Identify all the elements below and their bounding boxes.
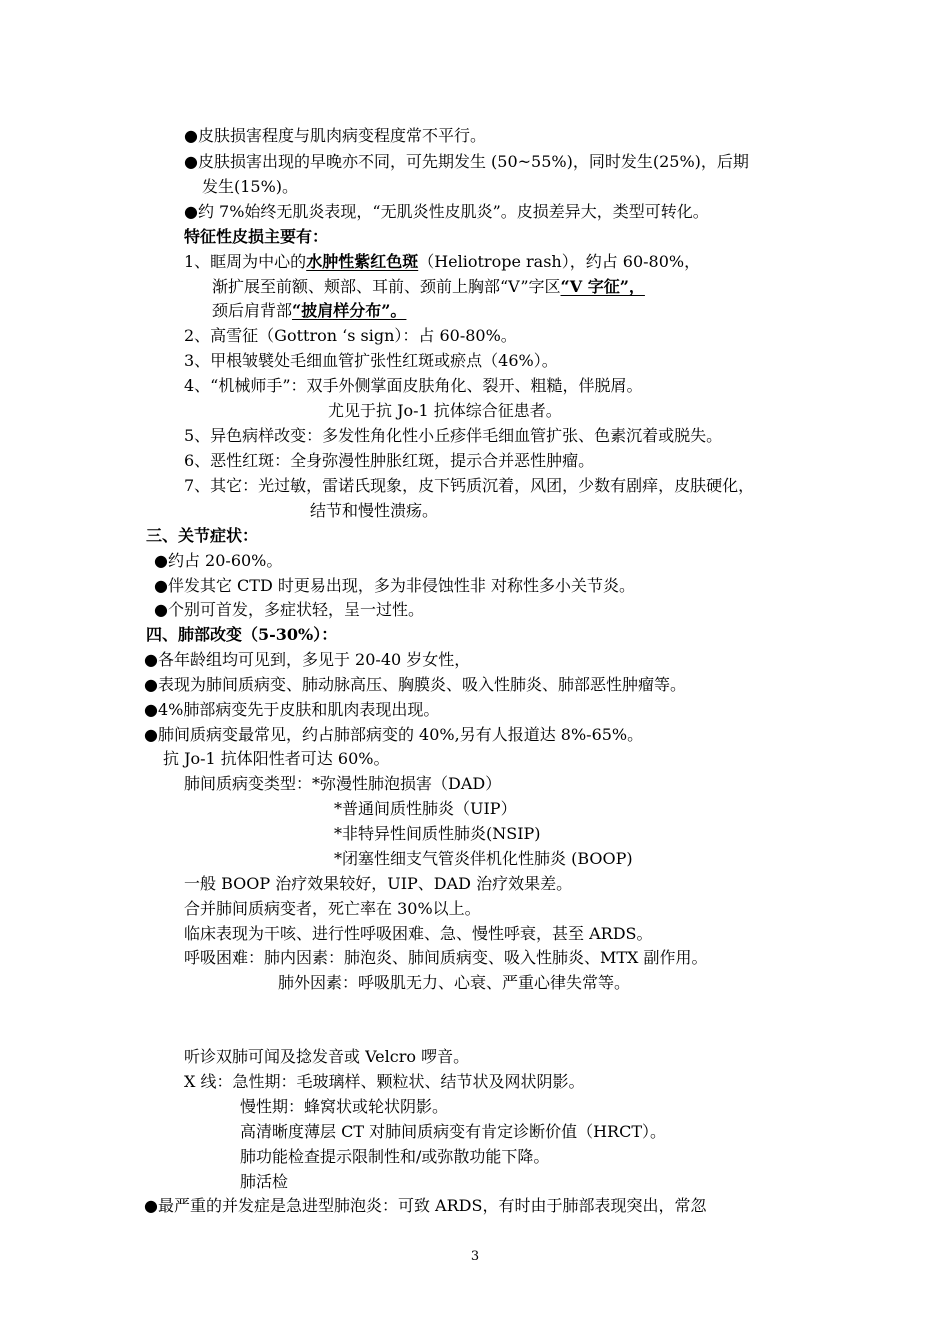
text-line: 尤见于抗 Jo-1 抗体综合征患者。 bbox=[328, 401, 562, 420]
text-line: ●4%肺部病变先于皮肤和肌肉表现出现。 bbox=[144, 700, 440, 719]
text-line: 2、高雪征（Gottron ‘s sign）：占 60-80%。 bbox=[184, 326, 517, 345]
text-line: ●表现为肺间质病变、肺动脉高压、胸膜炎、吸入性肺炎、肺部恶性肿瘤等。 bbox=[144, 675, 686, 694]
section-heading: 四、肺部改变（5-30%）： bbox=[146, 625, 338, 644]
text-line: ●约 7%始终无肌炎表现，“无肌炎性皮肌炎”。皮损差异大，类型可转化。 bbox=[184, 202, 709, 221]
text-line: ●伴发其它 CTD 时更易出现，多为非侵蚀性非 对称性多小关节炎。 bbox=[154, 576, 635, 595]
text-line: 结节和慢性溃疡。 bbox=[310, 501, 439, 520]
text-segment: 1、眶周为中心的 bbox=[184, 252, 307, 271]
section-heading: 三、关节症状： bbox=[146, 526, 259, 545]
text-line: ●皮肤损害出现的早晚亦不同，可先期发生 (50~55%)，同时发生(25%)，后期 bbox=[184, 152, 749, 171]
text-segment: 渐扩展至前额、颊部、耳前、颈前上胸部“V”字区 bbox=[212, 277, 561, 296]
text-line: 肺间质病变类型：*弥漫性肺泡损害（DAD） bbox=[184, 774, 502, 793]
text-line: *闭塞性细支气管炎伴机化性肺炎 (BOOP) bbox=[334, 849, 633, 868]
text-line: 7、其它：光过敏，雷诺氏现象，皮下钙质沉着，风团，少数有剧痒，皮肤硬化， bbox=[184, 476, 755, 495]
text-line: 呼吸困难：肺内因素：肺泡炎、肺间质病变、吸入性肺炎、MTX 副作用。 bbox=[184, 948, 708, 967]
text-line: 4、“机械师手”：双手外侧掌面皮肤角化、裂开、粗糙，伴脱屑。 bbox=[184, 376, 643, 395]
text-line: 临床表现为干咳、进行性呼吸困难、急、慢性呼衰，甚至 ARDS。 bbox=[184, 924, 653, 943]
text-line: X 线：急性期：毛玻璃样、颗粒状、结节状及网状阴影。 bbox=[184, 1072, 585, 1091]
text-line: 抗 Jo-1 抗体阳性者可达 60%。 bbox=[163, 749, 390, 768]
text-line: ●个别可首发，多症状轻，呈一过性。 bbox=[154, 600, 424, 619]
page-number: 3 bbox=[470, 1249, 480, 1264]
emphasis-text: 水肿性紫红色斑 bbox=[306, 252, 419, 271]
text-line: 发生(15%)。 bbox=[202, 177, 299, 196]
text-line: 听诊双肺可闻及捻发音或 Velcro 啰音。 bbox=[184, 1047, 470, 1066]
text-line: 肺活检 bbox=[240, 1172, 289, 1191]
text-line: 慢性期：蜂窝状或轮状阴影。 bbox=[240, 1097, 449, 1116]
text-line: ●各年龄组均可见到，多见于 20-40 岁女性， bbox=[144, 650, 471, 669]
text-line: 5、异色病样改变：多发性角化性小丘疹伴毛细血管扩张、色素沉着或脱失。 bbox=[184, 426, 723, 445]
text-line bbox=[212, 275, 645, 299]
text-line: ●肺间质病变最常见，约占肺部病变的 40%,另有人报道达 8%-65%。 bbox=[144, 725, 644, 744]
text-line: 肺外因素：呼吸肌无力、心衰、严重心律失常等。 bbox=[278, 973, 631, 992]
text-line: 3、甲根皱襞处毛细血管扩张性红斑或瘀点（46%）。 bbox=[184, 351, 558, 370]
text-line: *普通间质性肺炎（UIP） bbox=[334, 799, 517, 818]
text-line: 高清晰度薄层 CT 对肺间质病变有肯定诊断价值（HRCT）。 bbox=[240, 1122, 667, 1141]
text-line: 肺功能检查提示限制性和/或弥散功能下降。 bbox=[240, 1147, 550, 1166]
text-line bbox=[212, 299, 406, 323]
text-line: ●约占 20-60%。 bbox=[154, 551, 283, 570]
text-segment: 颈后肩背部 bbox=[212, 301, 293, 320]
text-line: 6、恶性红斑：全身弥漫性肿胀红斑，提示合并恶性肿瘤。 bbox=[184, 451, 595, 470]
text-line: 一般 BOOP 治疗效果较好，UIP、DAD 治疗效果差。 bbox=[184, 874, 573, 893]
text-line: ●皮肤损害程度与肌肉病变程度常不平行。 bbox=[184, 126, 486, 145]
text-line: ●最严重的并发症是急进型肺泡炎：可致 ARDS，有时由于肺部表现突出，常忽 bbox=[144, 1196, 707, 1215]
text-line bbox=[184, 250, 700, 274]
text-line: *非特异性间质性肺炎(NSIP) bbox=[334, 824, 541, 843]
text-line: 合并肺间质病变者，死亡率在 30%以上。 bbox=[184, 899, 481, 918]
emphasis-text: “披肩样分布”。 bbox=[292, 301, 407, 320]
text-segment: （Heliotrope rash），约占 60-80%， bbox=[418, 252, 701, 271]
emphasis-text: “V 字征”， bbox=[560, 277, 645, 296]
subheading: 特征性皮损主要有： bbox=[184, 227, 329, 246]
